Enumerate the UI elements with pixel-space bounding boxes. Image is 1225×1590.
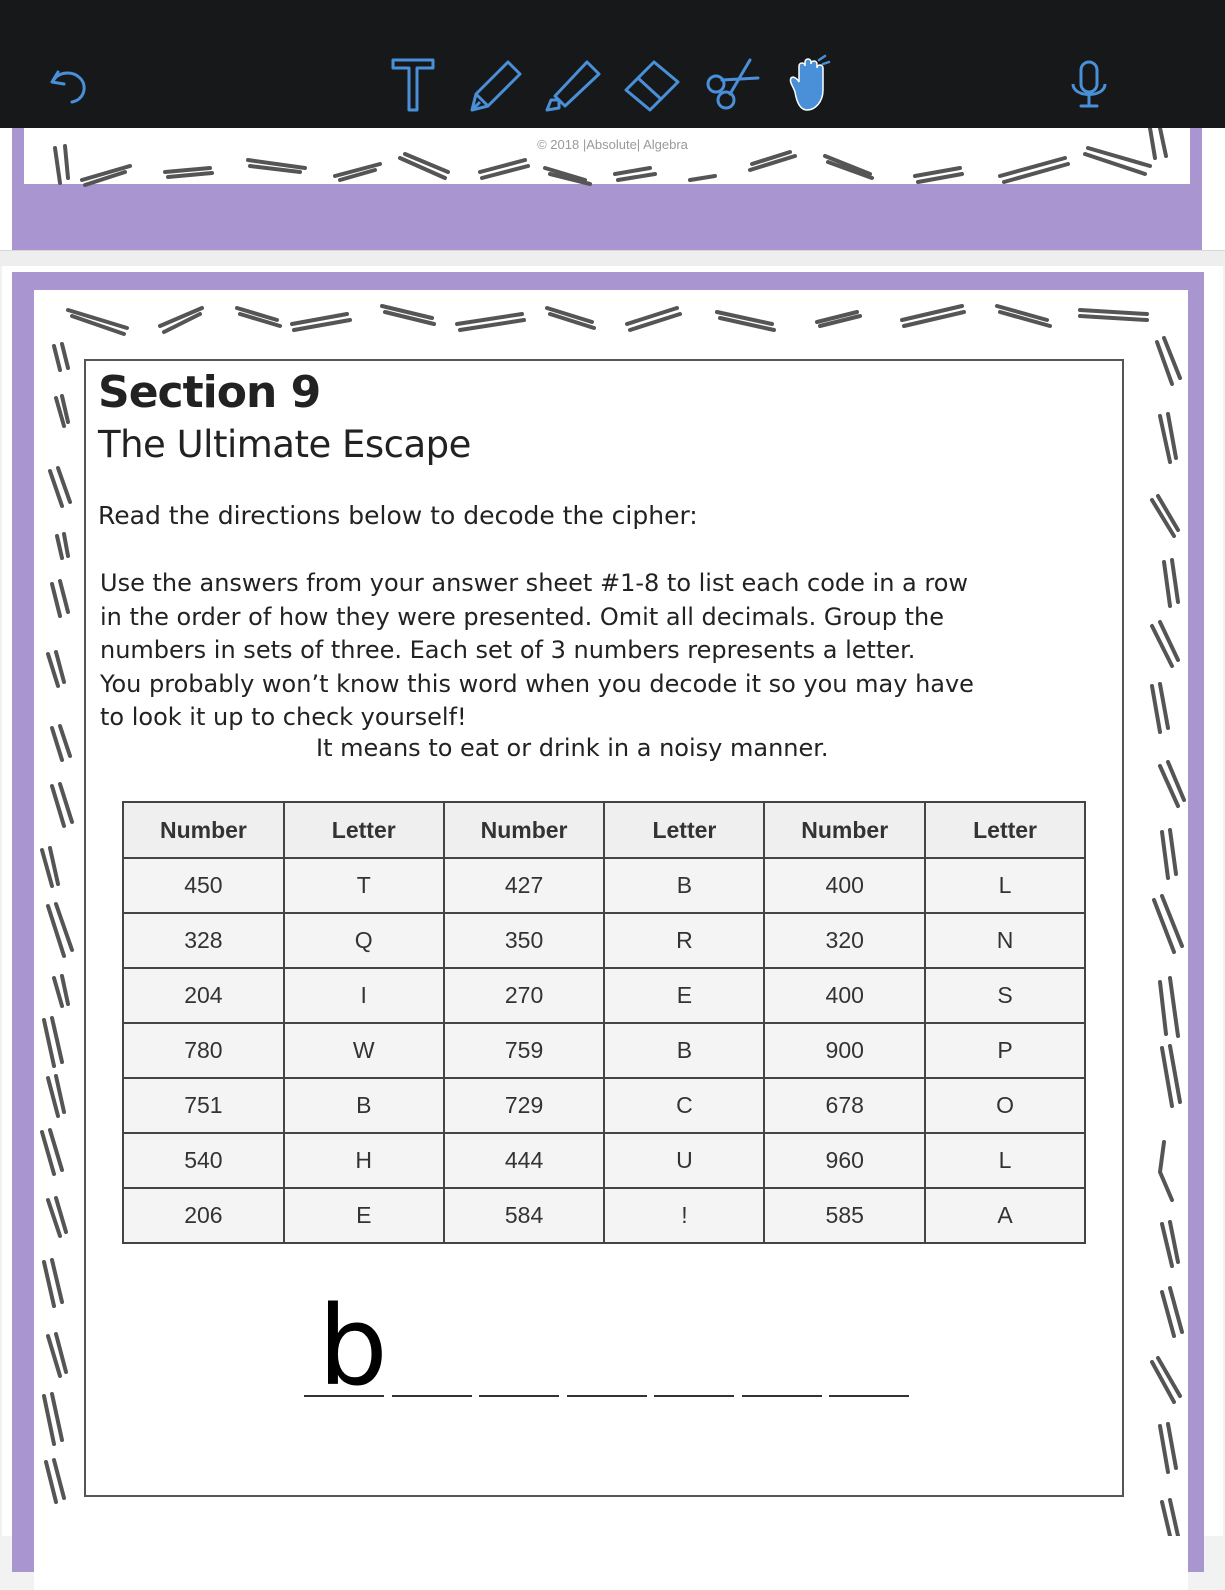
- table-header-cell: Letter: [604, 802, 764, 858]
- letter-cell: !: [604, 1188, 764, 1243]
- letter-cell: E: [604, 968, 764, 1023]
- text-tool-icon[interactable]: [381, 52, 445, 116]
- number-cell: 540: [123, 1133, 284, 1188]
- number-cell: 780: [123, 1023, 284, 1078]
- number-cell: 270: [444, 968, 605, 1023]
- table-row: [123, 1133, 1085, 1188]
- scissors-tool-icon[interactable]: [700, 52, 764, 116]
- answer-blank[interactable]: [567, 1395, 647, 1397]
- number-cell: 678: [764, 1078, 925, 1133]
- table-row: [123, 913, 1085, 968]
- answer-blank[interactable]: [742, 1395, 822, 1397]
- undo-icon[interactable]: [38, 52, 102, 116]
- hint-text: It means to eat or drink in a noisy manner.: [316, 734, 829, 762]
- letter-cell: B: [604, 858, 764, 913]
- number-cell: 427: [444, 858, 605, 913]
- letter-cell: P: [925, 1023, 1085, 1078]
- number-cell: 751: [123, 1078, 284, 1133]
- answer-blank[interactable]: [654, 1395, 734, 1397]
- table-header-cell: Letter: [284, 802, 444, 858]
- page-separator: [0, 250, 1225, 267]
- letter-cell: Q: [284, 913, 444, 968]
- table-row: [123, 858, 1085, 913]
- letter-cell: L: [925, 1133, 1085, 1188]
- letter-cell: R: [604, 913, 764, 968]
- section-title: Section 9: [98, 367, 321, 418]
- instructions-paragraph: [100, 567, 1100, 735]
- instructions-line: You probably won’t know this word when you decode it so you may have: [100, 669, 974, 698]
- number-cell: 444: [444, 1133, 605, 1188]
- answer-blank[interactable]: [304, 1395, 384, 1397]
- instructions-line: numbers in sets of three. Each set of 3 numbers represents a letter.: [100, 636, 916, 664]
- letter-cell: N: [925, 913, 1085, 968]
- number-cell: 729: [444, 1078, 605, 1133]
- number-cell: 960: [764, 1133, 925, 1188]
- table-header-cell: Letter: [925, 802, 1085, 858]
- number-cell: 328: [123, 913, 284, 968]
- table-row: [123, 968, 1085, 1023]
- letter-cell: B: [284, 1078, 444, 1133]
- letter-cell: H: [284, 1133, 444, 1188]
- number-cell: 400: [764, 858, 925, 913]
- pen-tool-icon[interactable]: [462, 52, 526, 116]
- letter-cell: U: [604, 1133, 764, 1188]
- letter-cell: W: [284, 1023, 444, 1078]
- table-header-cell: Number: [444, 802, 605, 858]
- hand-tool-icon[interactable]: [779, 52, 843, 116]
- instructions-line: in the order of how they were presented. Omit all decimals. Group the: [100, 602, 945, 631]
- section-subtitle: The Ultimate Escape: [98, 423, 471, 466]
- number-cell: 450: [123, 858, 284, 913]
- letter-cell: E: [284, 1188, 444, 1243]
- table-header-cell: Number: [764, 802, 925, 858]
- table-row: [123, 1188, 1085, 1243]
- directions-text: Read the directions below to decode the cipher:: [98, 501, 698, 530]
- highlighter-tool-icon[interactable]: [541, 52, 605, 116]
- number-cell: 350: [444, 913, 605, 968]
- table-header-cell: Number: [123, 802, 284, 858]
- letter-cell: T: [284, 858, 444, 913]
- number-cell: 400: [764, 968, 925, 1023]
- answer-blank[interactable]: [479, 1395, 559, 1397]
- copyright-text: © 2018 |Absolute| Algebra: [537, 137, 688, 152]
- table-header-row: [123, 802, 1085, 858]
- number-cell: 585: [764, 1188, 925, 1243]
- cipher-table: [122, 801, 1086, 1244]
- letter-cell: O: [925, 1078, 1085, 1133]
- number-cell: 206: [123, 1188, 284, 1243]
- handwritten-answer-letter: b: [318, 1282, 388, 1410]
- number-cell: 320: [764, 913, 925, 968]
- annotation-toolbar: [0, 0, 1225, 128]
- previous-page: [0, 128, 1225, 250]
- answer-blank[interactable]: [829, 1395, 909, 1397]
- number-cell: 759: [444, 1023, 605, 1078]
- instructions-line: to look it up to check yourself!: [100, 703, 467, 731]
- table-row: [123, 1023, 1085, 1078]
- number-cell: 584: [444, 1188, 605, 1243]
- worksheet-page: [2, 266, 1223, 1536]
- instructions-line: Use the answers from your answer sheet #1-8 to list each code in a row: [100, 569, 969, 597]
- letter-cell: C: [604, 1078, 764, 1133]
- number-cell: 900: [764, 1023, 925, 1078]
- table-row: [123, 1078, 1085, 1133]
- answer-blank[interactable]: [392, 1395, 472, 1397]
- letter-cell: I: [284, 968, 444, 1023]
- eraser-tool-icon[interactable]: [620, 52, 684, 116]
- letter-cell: B: [604, 1023, 764, 1078]
- number-cell: 204: [123, 968, 284, 1023]
- letter-cell: S: [925, 968, 1085, 1023]
- letter-cell: L: [925, 858, 1085, 913]
- worksheet-content: [84, 359, 1124, 1497]
- microphone-icon[interactable]: [1057, 52, 1121, 116]
- letter-cell: A: [925, 1188, 1085, 1243]
